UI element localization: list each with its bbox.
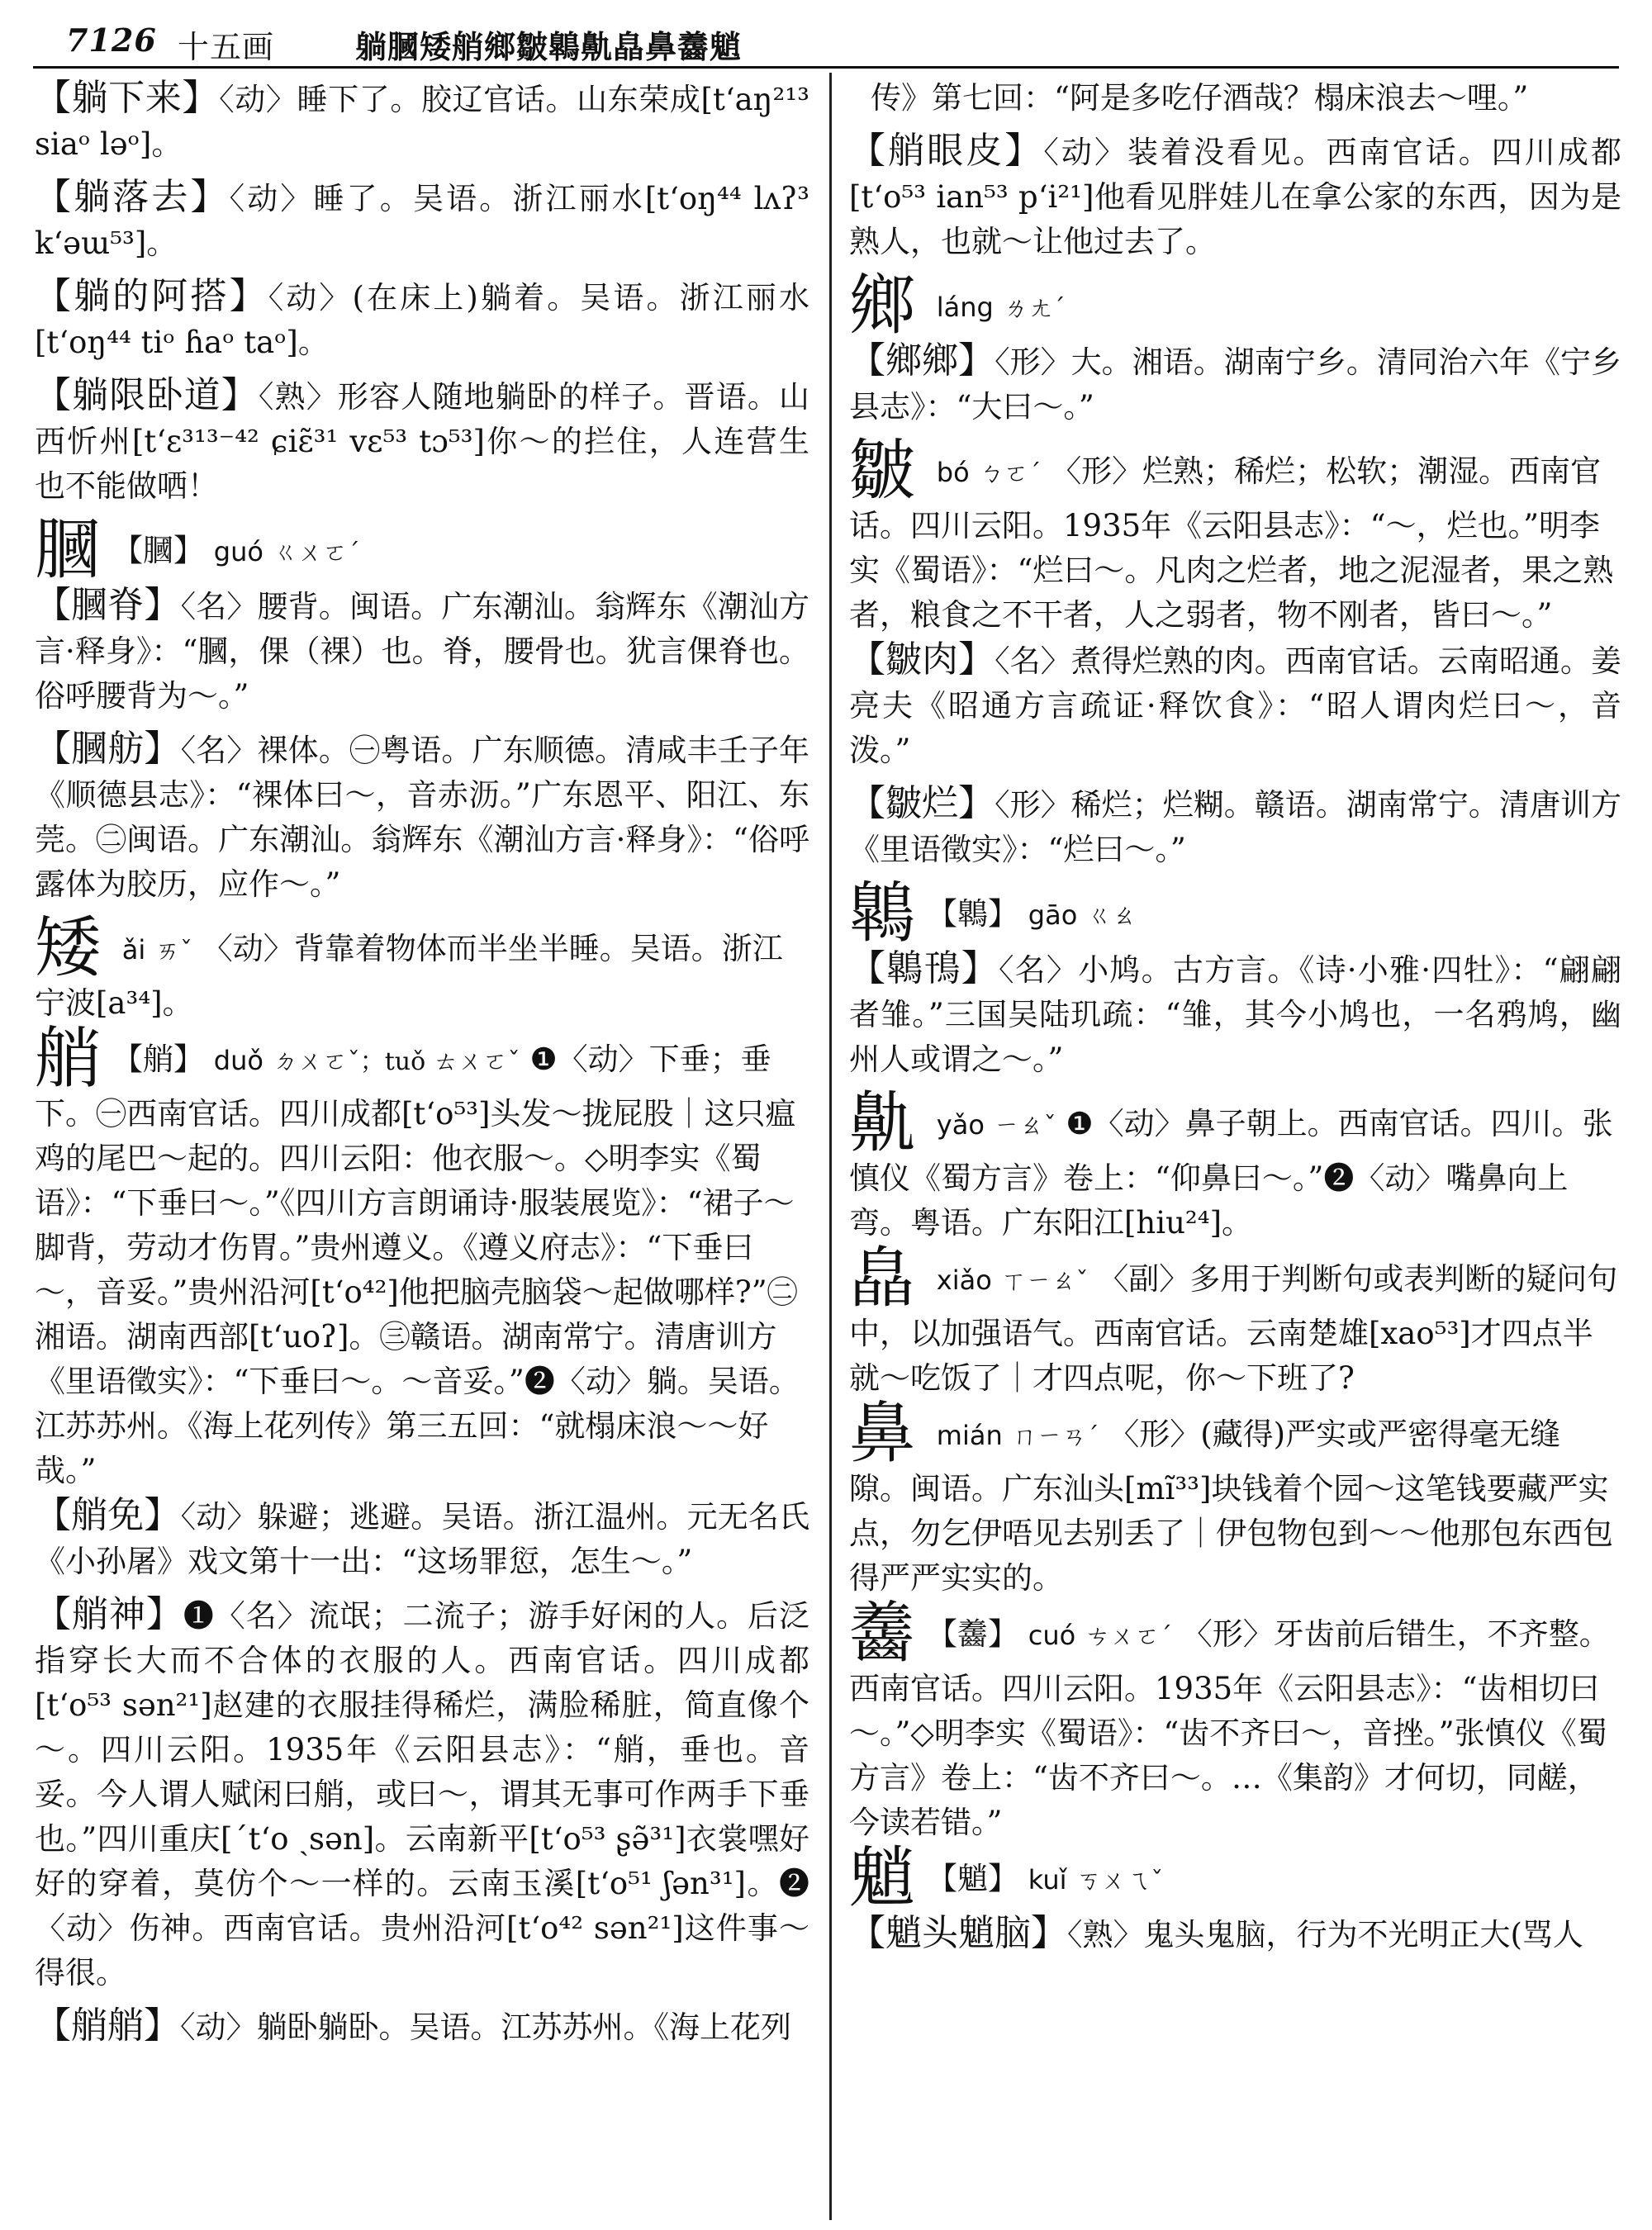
variant-form: 【鷱】 <box>927 896 1018 932</box>
entry-body: 〈熟〉形容人随地躺卧的样子。晋语。山西忻州[tʻɛ³¹³⁻⁴² ɕiɛ̃³¹ vɛ⁵³ tɔ⁵³]你～的拦住，人连营生也不能做哂！ <box>35 379 810 504</box>
character-heading <box>849 432 1621 638</box>
right-column <box>849 76 1621 1966</box>
entry-body: 〈名〉煮得烂熟的肉。西南官话。云南昭通。姜亮夫《昭通方言疏证·释饮食》：“昭人谓肉烂曰～，音泼。” <box>849 643 1622 768</box>
header-chars: 躺膕矮艄鄉皺鷱鼽皛鼻齹魈 <box>355 28 743 65</box>
zhuyin: ㄇㄧㄢˊ <box>1012 1422 1099 1451</box>
page-number: 7126 <box>66 21 157 59</box>
entry-body: 〈形〉大。湘语。湖南宁乡。清同治六年《宁乡县志》：“大曰～。” <box>849 344 1622 425</box>
entry-headword: 【艄艄】 <box>35 2005 180 2047</box>
dictionary-entry <box>35 1592 809 1995</box>
entry-body: 〈动〉睡了。吴语。浙江丽水[tʻoŋ⁴⁴ lʌʔ³ kʻəɯ⁵³]。 <box>35 181 809 261</box>
entry-body: 〈动〉(在床上)躺着。吴语。浙江丽水[tʻoŋ⁴⁴ tiᵒ ɦaᵒ taᵒ]。 <box>35 280 809 360</box>
entry-body: ❶〈名〉流氓；二流子；游手好闲的人。后泛指穿长大而不合体的衣服的人。西南官话。四川成都[tʻo⁵³ sən²¹]赵建的衣服挂得稀烂，满脸稀脏，简直像个～。四川云阳。1935年《云阳县志》：“艄，垂也。音妥。今人谓人赋闲曰艄，或曰～，谓其无事可作两手下垂也。”四川重庆[ˊtʻo ˏsən]。云南新平[tʻo⁵³ ʂə̃³¹]衣裳嘿好好的穿着，莫仿个～一样的。云南玉溪[tʻo⁵¹ ʃən³¹]。❷〈动〉伤神。西南官话。贵州沿河[tʻo⁴² sən²¹]这件事～得很。 <box>35 1598 810 1990</box>
entry-body: 〈形〉烂熟；稀烂；松软；潮湿。西南官话。四川云阳。1935年《云阳县志》：“～，烂也。”明李实《蜀语》：“烂曰～。凡肉之烂者，地之泥湿者，果之熟者，粮食之不干者，人之弱者，物不刚者，皆曰～。” <box>849 453 1614 633</box>
variant-form: 【魈】 <box>927 1861 1018 1896</box>
entry-headword: 【艄免】 <box>35 1494 181 1536</box>
page-header <box>33 15 1619 69</box>
pinyin: xiǎo <box>936 1264 992 1296</box>
zhuyin: ㄧㄠˇ <box>994 1112 1056 1141</box>
entry-body: 〈形〉(藏得)严实或严密得毫无缝隙。闽语。广东汕头[mĩ³³]块钱着个园～这笔钱要藏严实点，勿乞伊唔见去别丢了｜伊包物包到～～他那包东西包得严严实实的。 <box>849 1416 1613 1596</box>
dictionary-entry <box>35 373 809 509</box>
character-heading <box>35 511 809 588</box>
pinyin: cuó <box>1028 1620 1076 1651</box>
pinyin: kuǐ <box>1028 1864 1067 1896</box>
dictionary-entry <box>35 76 809 167</box>
zhuyin: ㄍㄨㄛˊ <box>273 539 360 567</box>
zhuyin: ㄞˇ <box>155 937 193 966</box>
character-heading <box>35 909 809 1026</box>
entry-body: 〈熟〉鬼头鬼脑，行为不光明正大(骂人 <box>1067 1917 1583 1952</box>
head-character: 皺 <box>849 432 915 509</box>
dictionary-entry <box>35 175 809 266</box>
zhuyin: ㄉㄨㄛˇ；tuǒ ㄊㄨㄛˇ <box>273 1047 520 1076</box>
character-heading <box>849 1395 1621 1601</box>
dictionary-entry <box>35 1493 809 1584</box>
entry-body: 〈动〉背靠着物体而半坐半睡。吴语。浙江宁波[a³⁴]。 <box>35 931 783 1021</box>
dictionary-entry <box>849 781 1621 872</box>
pinyin: yǎo <box>936 1109 985 1141</box>
variant-form: 【齹】 <box>927 1616 1018 1652</box>
entry-headword: 【躺限卧道】 <box>35 374 259 416</box>
continued-text: 传》第七回：“阿是多吃仔酒哉？榻床浪去～哩。” <box>871 80 1529 116</box>
dictionary-entry <box>849 339 1621 429</box>
zhuyin: ㄅㄛˊ <box>979 459 1042 488</box>
entry-headword: 【膕舫】 <box>35 728 181 770</box>
entry-body: 〈动〉装着没看见。西南官话。四川成都[tʻo⁵³ ian⁵³ pʻi²¹]他看见胖娃儿在拿公家的东西，因为是熟人，也就～让他过去了。 <box>849 135 1622 259</box>
left-column <box>35 76 809 2058</box>
entry-body: 〈名〉裸体。㊀粤语。广东顺德。清咸丰壬子年《顺德县志》：“裸体曰～，音赤沥。”广东恩平、阳江、东莞。㊁闽语。广东潮汕。翁辉东《潮汕方言·释身》：“俗呼露体为胶历，应作～。” <box>35 733 810 902</box>
head-character: 鄉 <box>849 267 915 344</box>
character-heading <box>849 267 1621 344</box>
head-character: 鼻 <box>849 1395 915 1472</box>
entry-headword: 【躺落去】 <box>35 176 230 218</box>
entry-headword: 【皺烂】 <box>849 782 995 824</box>
dictionary-entry <box>849 1911 1621 1957</box>
entry-headword: 【鄉鄉】 <box>849 339 995 382</box>
dictionary-entry <box>849 947 1621 1082</box>
head-character: 齹 <box>849 1595 915 1672</box>
entry-body: ❶〈动〉下垂；垂下。㊀西南官话。四川成都[tʻo⁵³]头发～拢屁股｜这只瘟鸡的尾巴～起的。四川云阳：他衣服～。◇明李实《蜀语》：“下垂曰～。”《四川方言朗诵诗·服装展览》：“裙子～脚背，劳动才伤胃。”贵州遵义。《遵义府志》：“下垂曰～，音妥。”贵州沿河[tʻo⁴²]他把脑壳脑袋～起做哪样?”㊁湘语。湖南西部[tʻuoʔ]。㊂赣语。湖南常宁。清唐训方《里语徵实》：“下垂曰～。～音妥。”❷〈动〉躺。吴语。江苏苏州。《海上花列传》第三五回：“就榻床浪～～好哉。” <box>35 1041 800 1488</box>
pinyin: láng <box>936 292 994 323</box>
entry-body: 〈形〉稀烂；烂糊。赣语。湖南常宁。清唐训方《里语徵实》：“烂曰～。” <box>849 787 1622 867</box>
entry-headword: 【魈头魈脑】 <box>849 1912 1067 1954</box>
entry-headword: 【鷱鳱】 <box>849 947 999 989</box>
zhuyin: ㄎㄨㄟˇ <box>1076 1867 1164 1896</box>
pinyin: guó <box>213 536 263 567</box>
entry-headword: 【艄神】 <box>35 1593 183 1635</box>
entry-body: 〈副〉多用于判断句或表判断的疑问句中，以加强语气。西南官话。云南楚雄[xao⁵³]才四点半就～吃饭了｜才四点呢，你～下班了? <box>849 1261 1618 1396</box>
pinyin: gāo <box>1028 899 1078 931</box>
variant-form: 【膕】 <box>112 533 204 568</box>
head-character: 膕 <box>35 511 101 588</box>
character-heading <box>849 875 1621 951</box>
dictionary-entry <box>849 129 1621 264</box>
dictionary-entry <box>849 638 1621 773</box>
zhuyin: ㄒㄧㄠˇ <box>1001 1267 1089 1296</box>
pinyin: bó <box>936 457 970 488</box>
pinyin: ǎi <box>121 934 146 966</box>
character-heading <box>849 1595 1621 1845</box>
zhuyin: ㄍㄠ <box>1087 902 1137 931</box>
variant-form: 【艄】 <box>112 1041 204 1077</box>
entry-headword: 【艄眼皮】 <box>849 130 1044 172</box>
zhuyin: ㄘㄨㄛˊ <box>1085 1622 1172 1651</box>
dictionary-entry <box>35 274 809 365</box>
dictionary-entry <box>35 727 809 907</box>
entry-headword: 【皺肉】 <box>849 638 995 681</box>
head-character: 艄 <box>35 1020 101 1097</box>
column-divider <box>829 73 832 2220</box>
character-heading <box>849 1240 1621 1401</box>
entry-body: 〈名〉小鸠。古方言。《诗·小雅·四牡》：“翩翩者雏。”三国吴陆玑疏：“雏，其今小鸠也，一名鸦鸠，幽州人或谓之～。” <box>849 952 1622 1077</box>
head-character: 鼽 <box>849 1084 915 1161</box>
pinyin: duǒ <box>213 1045 263 1076</box>
entry-body: 〈名〉腰背。闽语。广东潮汕。翁辉东《潮汕方言·释身》：“膕，倮（裸）也。脊，腰骨也。犹言倮脊也。俗呼腰背为～。” <box>35 589 810 714</box>
stroke-count: 十五画 <box>178 29 275 65</box>
character-heading <box>35 1020 809 1493</box>
character-heading <box>849 1084 1621 1245</box>
head-character: 皛 <box>849 1240 915 1317</box>
head-character: 魈 <box>849 1839 915 1916</box>
entry-headword: 【膕脊】 <box>35 584 181 626</box>
entry-headword: 【躺的阿搭】 <box>35 275 268 317</box>
entry-headword: 【躺下来】 <box>35 77 220 119</box>
character-heading <box>849 1839 1621 1916</box>
entry-body: 〈形〉牙齿前后错生，不齐整。西南官话。四川云阳。1935年《云阳县志》：“齿相切曰～。”◇明李实《蜀语》：“齿不齐曰～，音挫。”张慎仪《蜀方言》卷上：“齿不齐曰～。…《集韵》才何切，同鹾，今读若错。” <box>849 1616 1610 1840</box>
head-character: 鷱 <box>849 875 915 951</box>
dictionary-entry <box>35 2004 809 2050</box>
entry-body: 〈动〉睡下了。胶辽官话。山东荣成[tʻaŋ²¹³ siaᵒ ləᵒ]。 <box>35 82 810 162</box>
entry-body: 〈动〉躲避；逃避。吴语。浙江温州。元无名氏《小孙屠》戏文第十一出：“这场罪愆，怎生～。” <box>35 1499 810 1579</box>
zhuyin: ㄌㄤˊ <box>1003 294 1066 323</box>
entry-body: 〈动〉躺卧躺卧。吴语。江苏苏州。《海上花列 <box>180 2009 791 2045</box>
entry-body: ❶〈动〉鼻子朝上。西南官话。四川。张慎仪《蜀方言》卷上：“仰鼻曰～。”❷〈动〉嘴鼻向上弯。粤语。广东阳江[hiu²⁴]。 <box>849 1106 1613 1241</box>
dictionary-entry <box>35 583 809 719</box>
pinyin: mián <box>936 1420 1003 1451</box>
head-character: 矮 <box>35 909 101 986</box>
